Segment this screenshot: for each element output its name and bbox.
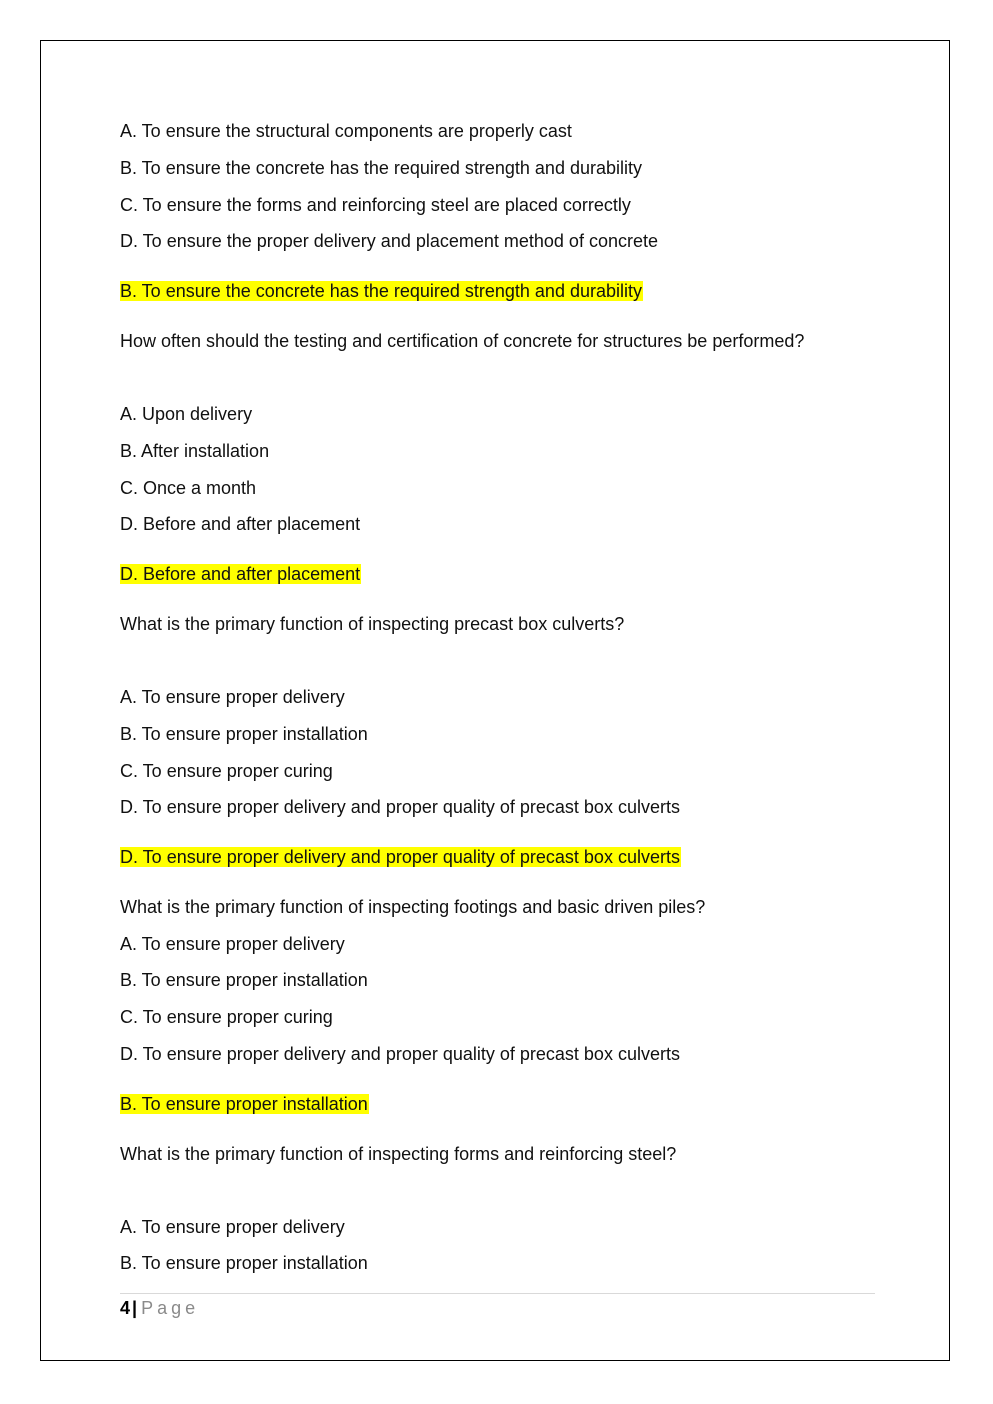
answer-option-b: B. To ensure proper installation	[120, 724, 368, 744]
answer-option-b: B. To ensure the concrete has the required strength and durability	[120, 158, 642, 178]
answer-option-b: B. After installation	[120, 441, 270, 461]
highlighted-answer: D. Before and after placement	[120, 564, 361, 584]
answer-option-b: B. To ensure proper installation	[120, 970, 368, 990]
footer-divider	[120, 1293, 875, 1294]
answer-option-d: D. To ensure proper delivery and proper quality of precast box culverts	[120, 797, 680, 817]
correct-answer	[120, 1092, 369, 1116]
answer-option-d: D. To ensure the proper delivery and placement method of concrete	[120, 231, 658, 251]
question-text: What is the primary function of inspecting forms and reinforcing steel?	[120, 1144, 677, 1164]
highlighted-answer: B. To ensure proper installation	[120, 1094, 368, 1114]
answer-option-a: A. To ensure proper delivery	[120, 934, 345, 954]
page-number: 4	[120, 1298, 131, 1318]
footer-separator: |	[132, 1298, 138, 1318]
correct-answer	[120, 279, 643, 303]
answer-option-a: A. To ensure proper delivery	[120, 687, 345, 707]
page-footer	[120, 1296, 199, 1320]
answer-option-a: A. Upon delivery	[120, 404, 253, 424]
answer-option-a: A. To ensure the structural components are properly cast	[120, 121, 572, 141]
correct-answer	[120, 845, 681, 869]
answer-option-c: C. To ensure proper curing	[120, 761, 333, 781]
question-text: What is the primary function of inspecting precast box culverts?	[120, 614, 625, 634]
question-text: What is the primary function of inspecting footings and basic driven piles?	[120, 897, 706, 917]
question-text: How often should the testing and certification of concrete for structures be performed?	[120, 331, 805, 351]
correct-answer	[120, 562, 361, 586]
highlighted-answer: D. To ensure proper delivery and proper quality of precast box culverts	[120, 847, 680, 867]
answer-option-b: B. To ensure proper installation	[120, 1253, 368, 1273]
answer-option-a: A. To ensure proper delivery	[120, 1217, 345, 1237]
answer-option-d: D. Before and after placement	[120, 514, 361, 534]
answer-option-c: C. To ensure the forms and reinforcing steel are placed correctly	[120, 195, 631, 215]
answer-option-d: D. To ensure proper delivery and proper quality of precast box culverts	[120, 1044, 680, 1064]
answer-option-c: C. Once a month	[120, 478, 257, 498]
answer-option-c: C. To ensure proper curing	[120, 1007, 333, 1027]
page-label: Page	[141, 1298, 200, 1318]
highlighted-answer: B. To ensure the concrete has the required strength and durability	[120, 281, 642, 301]
